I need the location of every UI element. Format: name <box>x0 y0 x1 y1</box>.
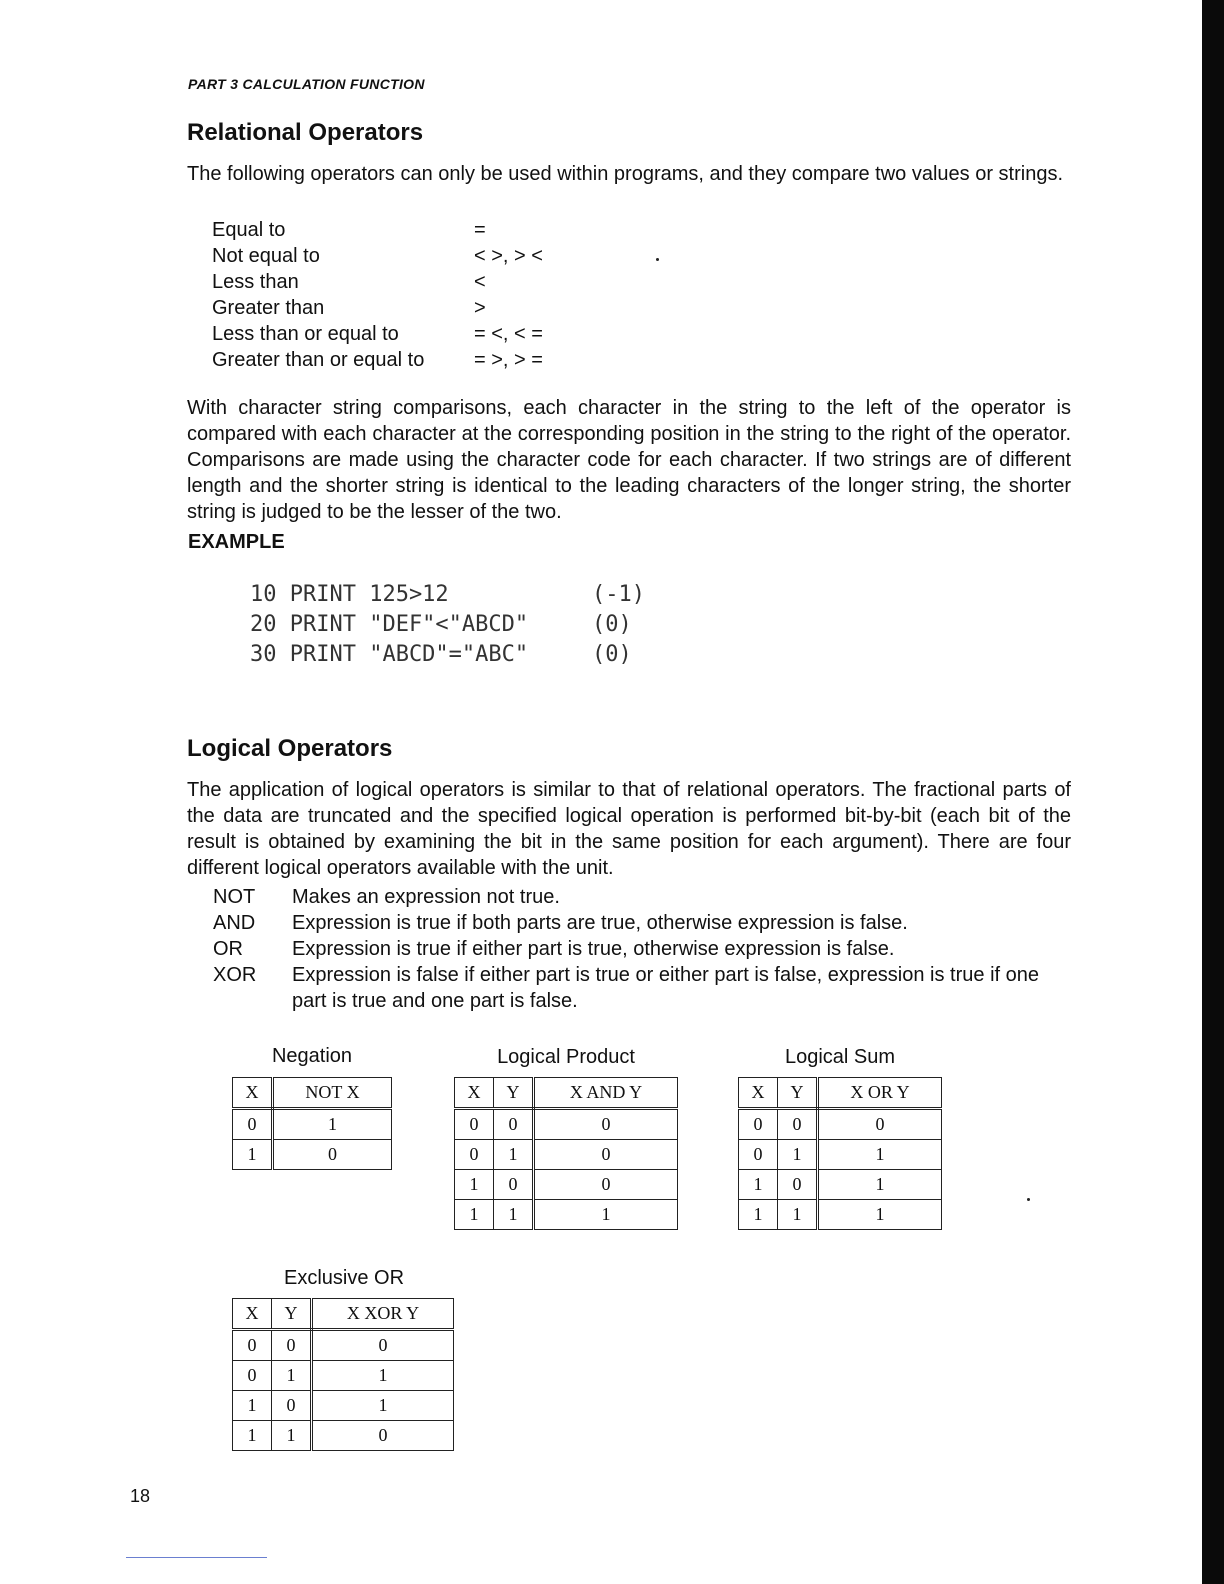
code-result: (-1) <box>592 582 645 607</box>
table-cell: 1 <box>272 1421 312 1451</box>
column-header: X <box>455 1078 494 1109</box>
table-cell: 1 <box>312 1391 454 1421</box>
table-cell: 0 <box>778 1109 818 1140</box>
table-cell: 0 <box>233 1330 272 1361</box>
table-cell: 1 <box>312 1361 454 1391</box>
part-header: PART 3 CALCULATION FUNCTION <box>188 76 425 92</box>
table-row <box>739 1200 942 1230</box>
table-row <box>739 1170 942 1200</box>
table-header-row <box>739 1078 942 1109</box>
table-cell: 1 <box>818 1170 942 1200</box>
table-row <box>739 1140 942 1170</box>
example-label: EXAMPLE <box>188 531 285 553</box>
op-symbol: = <, < = <box>474 323 543 345</box>
op-label: Greater than <box>212 297 325 319</box>
table-row <box>455 1109 678 1140</box>
table-cell: 0 <box>534 1140 678 1170</box>
op-symbol: < <box>474 271 486 293</box>
negation-caption: Negation <box>271 1045 353 1067</box>
negation-table <box>232 1077 392 1170</box>
logical-op-name: AND <box>213 912 256 934</box>
op-label: Less than or equal to <box>212 323 399 345</box>
code-statement: 10 PRINT 125>12 <box>250 582 449 607</box>
table-row <box>739 1109 942 1140</box>
table-cell: 0 <box>818 1109 942 1140</box>
table-cell: 0 <box>778 1170 818 1200</box>
table-row <box>233 1140 392 1170</box>
code-result: (0) <box>592 612 632 637</box>
table-cell: 0 <box>312 1421 454 1451</box>
table-cell: 0 <box>494 1109 534 1140</box>
table-cell: 1 <box>494 1140 534 1170</box>
product-caption: Logical Product <box>497 1046 635 1068</box>
column-header: Y <box>272 1299 312 1330</box>
logical-op-name: NOT <box>213 886 256 908</box>
table-cell: 1 <box>273 1109 392 1140</box>
table-cell: 0 <box>534 1170 678 1200</box>
code-result: (0) <box>592 642 632 667</box>
table-row <box>233 1330 454 1361</box>
table-cell: 1 <box>818 1140 942 1170</box>
op-symbol: < >, > < <box>474 245 543 267</box>
xor-table <box>232 1298 454 1451</box>
table-cell: 0 <box>494 1170 534 1200</box>
table-cell: 1 <box>233 1391 272 1421</box>
table-cell: 1 <box>739 1170 778 1200</box>
logical-op-name: XOR <box>213 964 257 986</box>
sum-table <box>738 1077 942 1230</box>
op-symbol: > <box>474 297 486 319</box>
table-row <box>233 1361 454 1391</box>
table-cell: 1 <box>455 1170 494 1200</box>
table-row <box>233 1109 392 1140</box>
product-table <box>454 1077 678 1230</box>
table-header-row <box>233 1078 392 1109</box>
stray-dot <box>656 258 659 261</box>
table-cell: 0 <box>739 1140 778 1170</box>
table-row <box>455 1200 678 1230</box>
table-cell: 0 <box>534 1109 678 1140</box>
page-number: 18 <box>130 1486 151 1506</box>
column-header: NOT X <box>273 1078 392 1109</box>
table-cell: 1 <box>818 1200 942 1230</box>
column-header: X OR Y <box>818 1078 942 1109</box>
table-cell: 1 <box>272 1361 312 1391</box>
table-cell: 1 <box>534 1200 678 1230</box>
table-cell: 0 <box>739 1109 778 1140</box>
table-header-row <box>233 1299 454 1330</box>
logical-title: Logical Operators <box>187 735 393 762</box>
logical-intro: The application of logical operators is similar to that of relational operators. The fractional parts of the data are truncated and the specified logical operation is performed bit-by-bit (each bit of the result is obtained by examining the bit in the same position for each argument). There are four different logical operators available with the unit. <box>187 779 1071 879</box>
table-cell: 0 <box>233 1361 272 1391</box>
op-label: Greater than or equal to <box>212 349 425 371</box>
logical-op-desc: Expression is true if both parts are true, otherwise expression is false. <box>292 912 908 934</box>
column-header: X XOR Y <box>312 1299 454 1330</box>
table-cell: 1 <box>455 1200 494 1230</box>
logical-op-desc: Expression is false if either part is true or either part is false, expression is true if one part is true and one part is false. <box>292 964 1040 1012</box>
table-cell: 1 <box>739 1200 778 1230</box>
table-row <box>233 1421 454 1451</box>
column-header: Y <box>778 1078 818 1109</box>
table-cell: 1 <box>233 1140 273 1170</box>
column-header: X <box>739 1078 778 1109</box>
table-cell: 1 <box>778 1200 818 1230</box>
relational-title: Relational Operators <box>187 119 424 146</box>
table-cell: 1 <box>494 1200 534 1230</box>
op-symbol: = >, > = <box>474 349 543 371</box>
table-cell: 1 <box>778 1140 818 1170</box>
logical-op-desc: Makes an expression not true. <box>292 886 560 908</box>
table-cell: 0 <box>233 1109 273 1140</box>
table-row <box>455 1140 678 1170</box>
table-cell: 0 <box>455 1109 494 1140</box>
table-row <box>233 1391 454 1421</box>
table-header-row <box>455 1078 678 1109</box>
column-header: X <box>233 1078 273 1109</box>
op-label: Less than <box>212 271 299 293</box>
table-cell: 1 <box>233 1421 272 1451</box>
relational-explanation: With character string comparisons, each character in the string to the left of the operator is compared with each character at the corresponding position in the string to the right of the operator. Comparisons are made using the character code for each character. If two strings are of different length and the shorter string is identical to the leading characters of the longer string, the shorter string is judged to be the lesser of the two. <box>187 397 1071 523</box>
column-header: X <box>233 1299 272 1330</box>
footer-rule <box>126 1557 267 1558</box>
op-symbol: = <box>474 219 486 241</box>
op-label: Equal to <box>212 219 286 241</box>
code-statement: 30 PRINT "ABCD"="ABC" <box>250 642 529 667</box>
column-header: Y <box>494 1078 534 1109</box>
table-cell: 0 <box>312 1330 454 1361</box>
table-cell: 0 <box>272 1330 312 1361</box>
relational-intro: The following operators can only be used within programs, and they compare two values or strings. <box>187 163 1064 185</box>
table-row <box>455 1170 678 1200</box>
logical-op-desc: Expression is true if either part is true, otherwise expression is false. <box>292 938 895 960</box>
sum-caption: Logical Sum <box>784 1046 896 1068</box>
table-cell: 0 <box>455 1140 494 1170</box>
scan-edge-bar <box>1202 0 1224 1584</box>
stray-dot <box>1027 1198 1030 1201</box>
logical-op-name: OR <box>213 938 243 960</box>
op-label: Not equal to <box>212 245 320 267</box>
xor-caption: Exclusive OR <box>283 1267 405 1289</box>
code-statement: 20 PRINT "DEF"<"ABCD" <box>250 612 529 637</box>
column-header: X AND Y <box>534 1078 678 1109</box>
table-cell: 0 <box>273 1140 392 1170</box>
table-cell: 0 <box>272 1391 312 1421</box>
